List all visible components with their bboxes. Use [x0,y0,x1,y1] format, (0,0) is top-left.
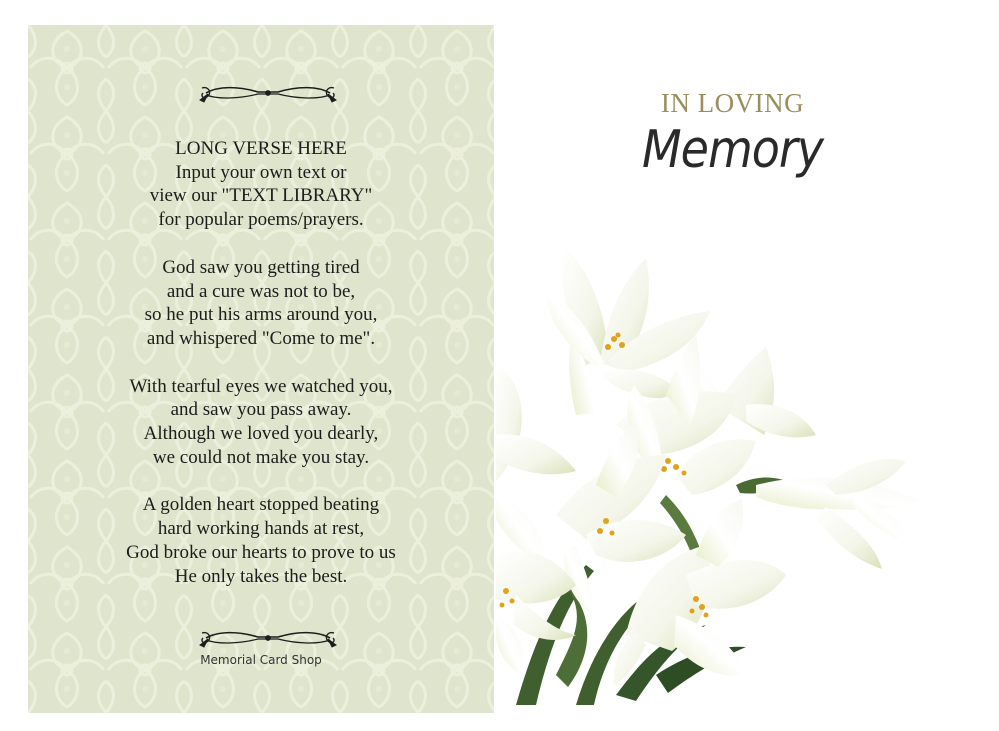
verse-line: LONG VERSE HERE [175,138,347,159]
verse-line: Although we loved you dearly, [143,423,379,445]
verse-line: and whispered "Come to me". [146,327,376,349]
verse-stanza-2 [28,256,494,351]
white-lily-bouquet [496,235,926,705]
verse-text[interactable] [28,137,494,612]
verse-line: He only takes the best. [174,565,348,587]
verse-stanza-4 [28,493,494,588]
heading-in-loving[interactable]: IN LOVING [660,88,805,118]
verse-line: With tearful eyes we watched you, [129,375,393,397]
verse-line: A golden heart stopped beating [142,494,380,516]
verse-line: Input your own text or [175,161,347,183]
verse-line: God broke our hearts to prove to us [126,541,396,563]
verse-line: view our "TEXT LIBRARY" [149,185,373,207]
verse-stanza-1 [28,137,494,232]
verse-line: hard working hands at rest, [157,518,365,540]
verse-line: God saw you getting tired [162,256,360,278]
verse-line: and a cure was not to be, [166,280,356,302]
scroll-flourish-icon [198,627,338,649]
verse-line: and saw you pass away. [170,399,352,421]
scroll-flourish-icon [198,82,338,104]
verse-panel [28,25,494,713]
verse-line: for popular poems/prayers. [158,209,364,231]
verse-line: so he put his arms around you, [144,304,378,326]
verse-stanza-3 [28,375,494,470]
heading-memory[interactable]: Memory [641,118,824,180]
verse-line: we could not make you stay. [152,446,370,468]
shop-name: Memorial Card Shop [200,653,322,667]
